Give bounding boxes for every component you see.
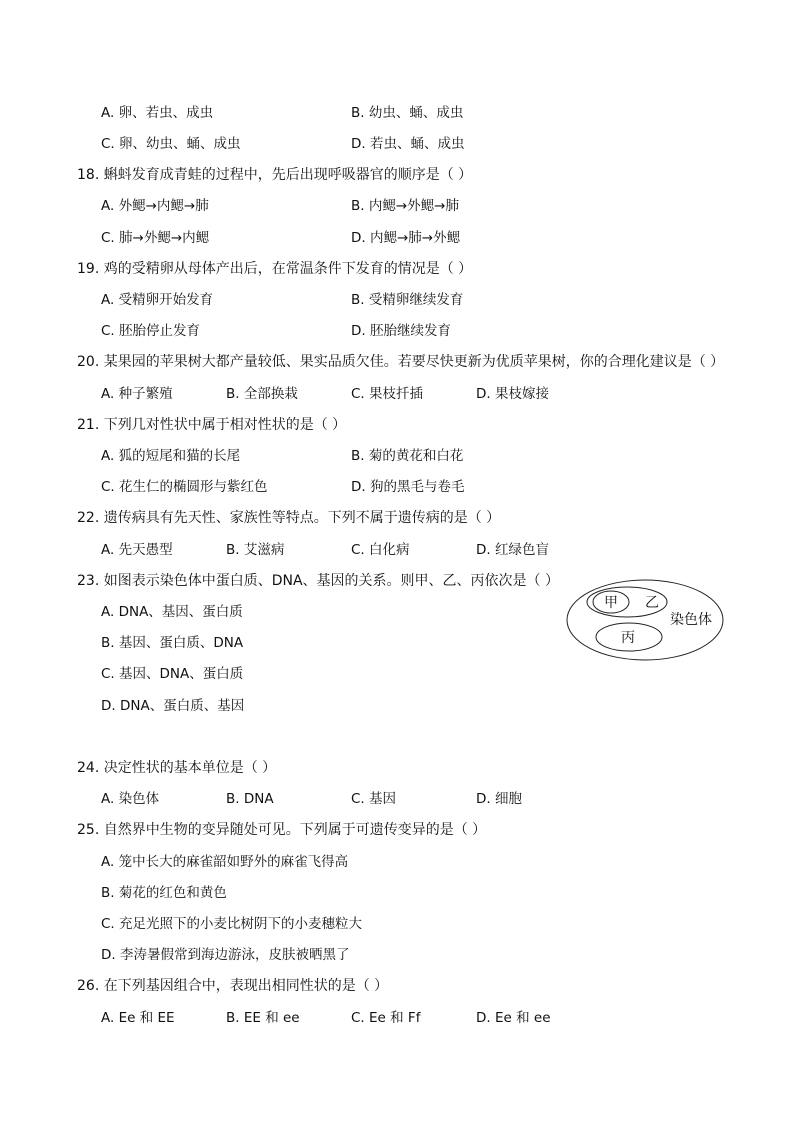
q19-option-a: A. 受精卵开始发育 — [101, 292, 214, 308]
q17-option-d: D. 若虫、蛹、成虫 — [351, 136, 465, 152]
q18-option-c: C. 肺→外鳃→内鳃 — [101, 230, 210, 246]
q22-option-d: D. 红绿色盲 — [476, 542, 549, 558]
jia-label: 甲 — [604, 595, 618, 611]
q22-option-b: B. 艾滋病 — [226, 542, 285, 558]
q17-option-b: B. 幼虫、蛹、成虫 — [351, 105, 464, 121]
q25-stem: 25. 自然界中生物的变异随处可见。下列属于可遗传变异的是（ ） — [77, 822, 487, 838]
q25-option-c: C. 充足光照下的小麦比树阴下的小麦穗粒大 — [101, 916, 363, 932]
q25-option-a: A. 笼中长大的麻雀韶如野外的麻雀飞得高 — [101, 854, 349, 870]
q21-option-a: A. 狐的短尾和猫的长尾 — [101, 448, 241, 464]
q24-option-d: D. 细胞 — [476, 791, 522, 807]
q24-stem: 24. 决定性状的基本单位是（ ） — [77, 760, 277, 776]
q26-option-a: A. Ee 和 EE — [101, 1010, 175, 1026]
q22-option-c: C. 白化病 — [351, 542, 410, 558]
q19-option-b: B. 受精卵继续发育 — [351, 292, 464, 308]
q18-option-d: D. 内鳃→肺→外鳃 — [351, 230, 461, 246]
q20-option-d: D. 果枝嫁接 — [476, 386, 549, 402]
chromosome-label: 染色体 — [670, 612, 712, 628]
q20-stem: 20. 某果园的苹果树大都产量较低、果实品质欠佳。若要尽快更新为优质苹果树，你的合理化建议是（ ） — [77, 354, 725, 370]
q26-option-c: C. Ee 和 Ff — [351, 1010, 421, 1026]
q20-option-b: B. 全部换栽 — [226, 386, 298, 402]
q18-stem: 18. 蝌蚪发育成青蛙的过程中，先后出现呼吸器官的顺序是（ ） — [77, 167, 473, 183]
q23-option-b: B. 基因、蛋白质、DNA — [101, 635, 244, 651]
q23-option-c: C. 基因、DNA、蛋白质 — [101, 666, 244, 682]
q25-option-d: D. 李涛暑假常到海边游泳，皮肤被晒黑了 — [101, 947, 350, 963]
q23-option-a: A. DNA、基因、蛋白质 — [101, 604, 243, 620]
q25-option-b: B. 菊花的红色和黄色 — [101, 885, 227, 901]
q19-option-c: C. 胚胎停止发育 — [101, 323, 201, 339]
q22-option-a: A. 先天愚型 — [101, 542, 173, 558]
yi-label: 乙 — [645, 595, 659, 611]
q26-stem: 26. 在下列基因组合中，表现出相同性状的是（ ） — [77, 978, 389, 994]
q24-option-c: C. 基因 — [351, 791, 397, 807]
q17-option-a: A. 卵、若虫、成虫 — [101, 105, 214, 121]
q19-stem: 19. 鸡的受精卵从母体产出后，在常温条件下发育的情况是（ ） — [77, 261, 473, 277]
q17-option-c: C. 卵、幼虫、蛹、成虫 — [101, 136, 241, 152]
q21-option-b: B. 菊的黄花和白花 — [351, 448, 464, 464]
q18-option-a: A. 外鳃→内鳃→肺 — [101, 198, 209, 214]
q24-option-a: A. 染色体 — [101, 791, 160, 807]
q22-stem: 22. 遗传病具有先天性、家族性等特点。下列不属于遗传病的是（ ） — [77, 510, 501, 526]
q26-option-b: B. EE 和 ee — [226, 1010, 300, 1026]
q21-option-c: C. 花生仁的椭圆形与紫红色 — [101, 479, 268, 495]
q23-option-d: D. DNA、蛋白质、基因 — [101, 698, 245, 714]
q20-option-a: A. 种子繁殖 — [101, 386, 173, 402]
q23-stem: 23. 如图表示染色体中蛋白质、DNA、基因的关系。则甲、乙、丙依次是（ ） — [77, 573, 559, 589]
q21-stem: 21. 下列几对性状中属于相对性状的是（ ） — [77, 417, 347, 433]
q20-option-c: C. 果枝扦插 — [351, 386, 424, 402]
q24-option-b: B. DNA — [226, 791, 274, 807]
chromosome-diagram — [565, 578, 725, 662]
chromosome-diagram-svg — [565, 578, 725, 662]
bing-label: 丙 — [621, 630, 635, 646]
q18-option-b: B. 内鳃→外鳃→肺 — [351, 198, 459, 214]
q21-option-d: D. 狗的黑毛与卷毛 — [351, 479, 465, 495]
q26-option-d: D. Ee 和 ee — [476, 1010, 551, 1026]
q19-option-d: D. 胚胎继续发育 — [351, 323, 451, 339]
